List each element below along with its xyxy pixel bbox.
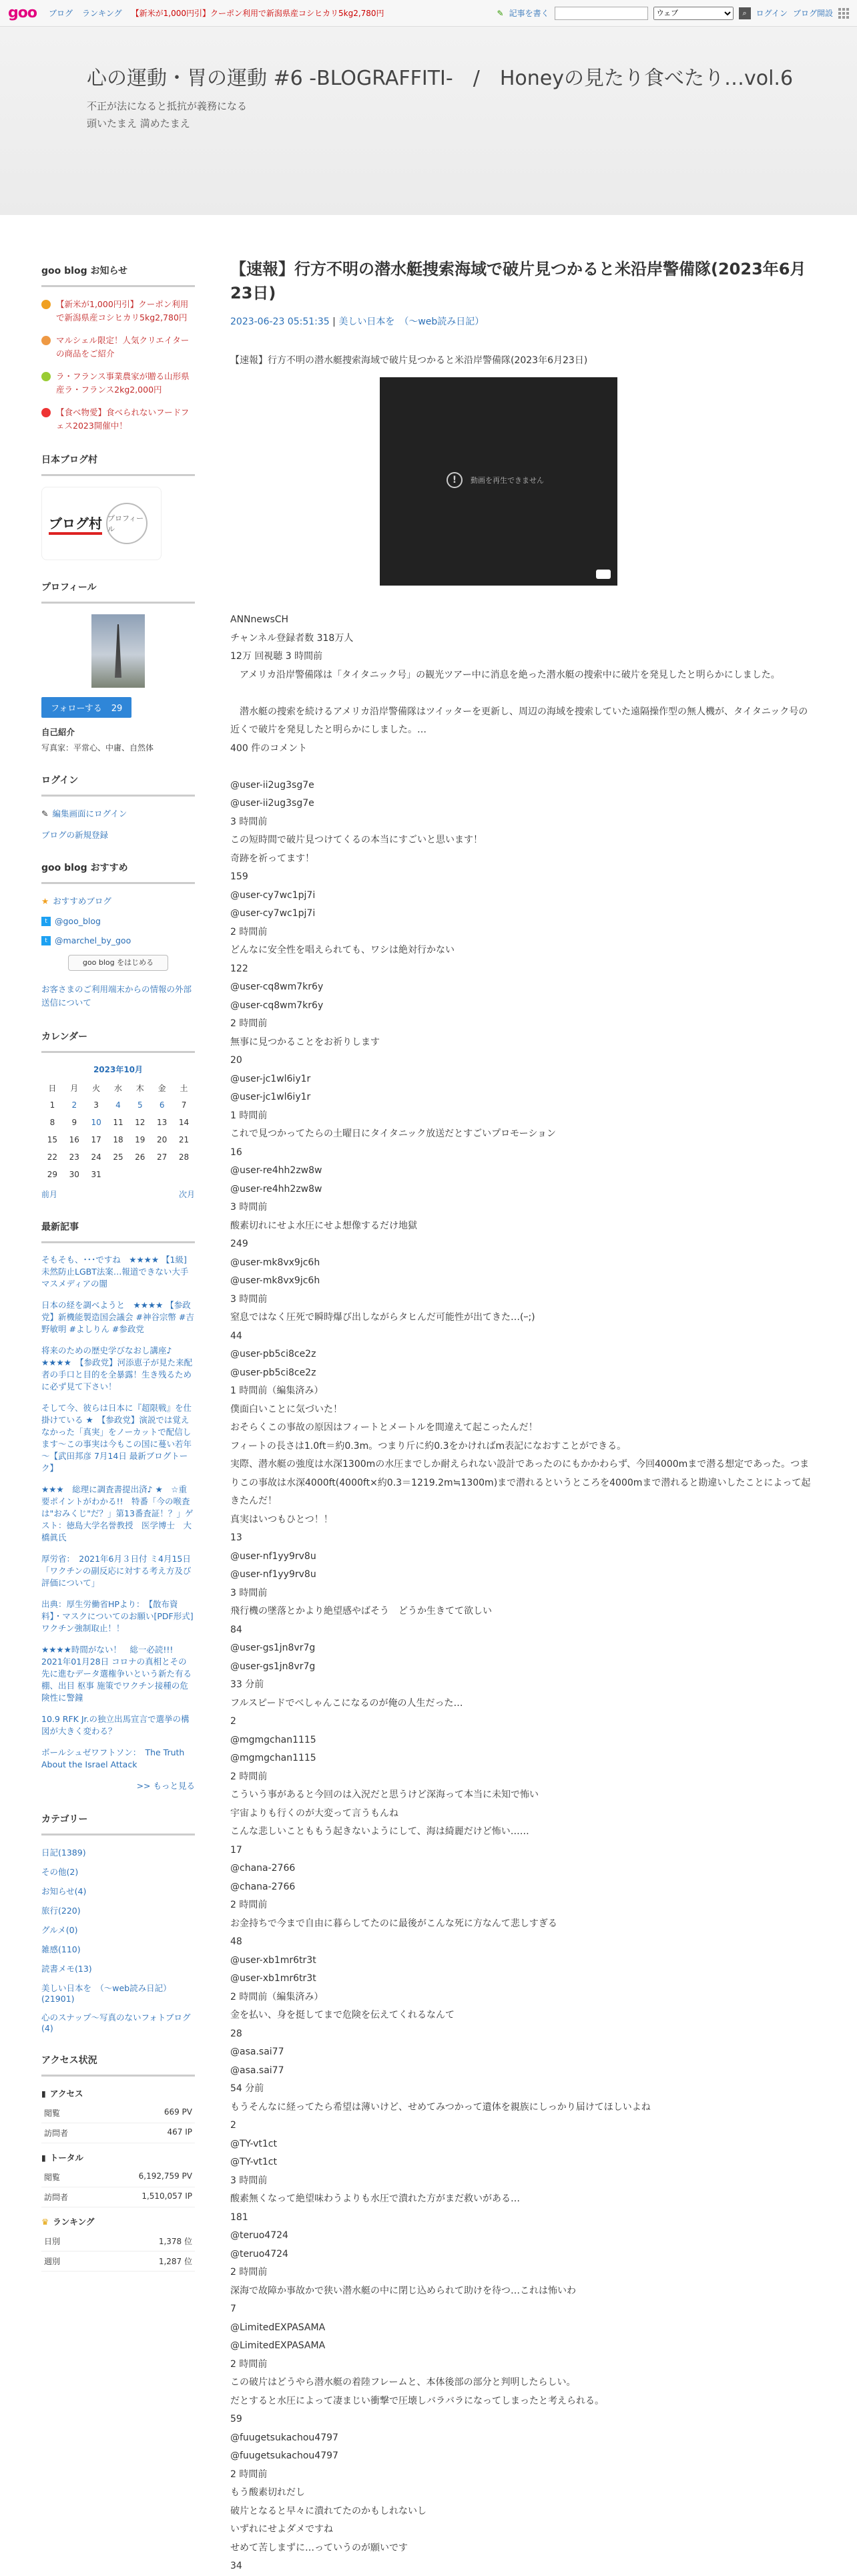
post-line: 122 — [230, 963, 248, 974]
register-link[interactable]: ブログの新規登録 — [41, 830, 109, 840]
calendar-day: 26 — [135, 1152, 146, 1162]
section-title: プロフィール — [41, 580, 195, 604]
section-title: アクセス状況 — [41, 2053, 195, 2077]
post-line: @mgmgchan1115 — [230, 1734, 316, 1745]
recent-posts-section — [41, 1220, 202, 1792]
access-value: 1,287 位 — [158, 2257, 192, 2266]
calendar-day: 13 — [157, 1118, 168, 1127]
post-line: 3 時間前 — [230, 1587, 268, 1598]
post-line: 249 — [230, 1239, 248, 1249]
access-value: 6,192,759 PV — [138, 2171, 192, 2181]
weekday: 金 — [158, 1083, 166, 1093]
post-line: @teruo4724 — [230, 2230, 288, 2241]
access-heading — [41, 2087, 195, 2099]
post-line: チャンネル登録者数 318万人 — [230, 632, 354, 644]
post-line: @LimitedEXPASAMA — [230, 2322, 326, 2333]
access-row — [41, 2231, 195, 2251]
calendar-day: 9 — [71, 1118, 77, 1127]
calendar-day: 7 — [181, 1100, 187, 1110]
calendar-day: 16 — [69, 1135, 79, 1144]
notice-item[interactable] — [41, 334, 195, 361]
post-line: 7 — [230, 2304, 236, 2314]
recent-post-link[interactable]: 厚労省： 2021年6月３日付 ミ4月15日「ワクチンの副反応に対する考え方及び評価について」 — [41, 1554, 192, 1588]
calendar-day: 15 — [47, 1135, 58, 1144]
weekday: 火 — [92, 1083, 101, 1093]
recent-post-link[interactable]: 10.9 RFK Jr.の独立出馬宣言で選挙の構図が大きく変わる？ — [41, 1714, 190, 1736]
post-line: おそらくこの事故の原因はフィートとメートルを間違えて起こったんだ！ — [230, 1422, 538, 1433]
post-line: 16 — [230, 1146, 242, 1158]
access-value: 467 IP — [167, 2127, 192, 2137]
post-line: 12万 回視聴 3 時間前 — [230, 651, 323, 662]
crown-icon: ♛ — [41, 2216, 49, 2227]
category-link[interactable]: 読書メモ(13) — [41, 1964, 92, 1974]
main-content — [230, 257, 814, 2576]
notice-link[interactable]: ラ・フランス事業農家が贈る山形県産ラ・フランス2kg2,000円 — [56, 371, 190, 395]
calendar-day: 11 — [113, 1118, 123, 1127]
recommended-blog-link[interactable]: おすすめブログ — [53, 896, 111, 906]
access-label: 閲覧 — [44, 2173, 61, 2182]
post-line: だとすると水圧によって凄まじい衝撃で圧壊しバラバラになってしまったと考えられる。 — [230, 2395, 604, 2406]
notice-item[interactable] — [41, 298, 195, 325]
calendar-day — [107, 1166, 129, 1183]
notice-item[interactable] — [41, 370, 195, 397]
alert-icon: ! — [447, 472, 463, 488]
post-line: 無事に見つかることをお祈りします — [230, 1036, 380, 1048]
post-line: 2 時間前 — [230, 1018, 268, 1029]
chart-icon: ▮ — [41, 2088, 46, 2099]
marchel-twitter-link[interactable]: @marchel_by_goo — [55, 935, 131, 945]
more-posts-link[interactable] — [41, 1780, 195, 1792]
section-title: ログイン — [41, 773, 195, 797]
category-link[interactable]: 心のスナップ〜写真のないフォトブログ(4) — [41, 2012, 191, 2033]
access-row — [41, 2251, 195, 2272]
post-line: 48 — [230, 1936, 242, 1947]
category-link[interactable]: 旅行(220) — [41, 1906, 81, 1916]
access-row — [41, 2123, 195, 2143]
weekday: 木 — [135, 1083, 144, 1093]
post-line: 2 時間前 — [230, 926, 268, 937]
calendar — [41, 1064, 195, 1200]
post-line: 2 時間前 — [230, 1771, 268, 1782]
external-transmission-link[interactable]: お客さまのご利用端末からの情報の外部送信について — [41, 984, 192, 1008]
notice-link[interactable]: 【食べ物愛】食べられないフードフェス2023開催中！ — [56, 407, 190, 431]
twitter-row — [41, 916, 195, 926]
post-line: お金持ちで今まで自由に暮らしてたのに最後がこんな死に方なんて悲しすぎる — [230, 1918, 557, 1929]
recent-post-link[interactable]: 日本の経を調べようと ★★★★ 【参政党】新機能製造国会議会 #神谷宗幣 #吉野敏明 #よしりん #参政党 — [41, 1300, 194, 1334]
calendar-day: 30 — [69, 1170, 79, 1179]
post-line: 真実はいつもひとつ！！ — [230, 1514, 333, 1525]
post-line: 1 時間前 — [230, 1110, 268, 1121]
post-line: 金を払い、身を挺してまで危険を伝えてくれるなんて — [230, 2010, 455, 2020]
post-line: @user-ii2ug3sg7e — [230, 779, 314, 791]
profile-section — [41, 580, 195, 753]
post-line: 潜水艇の捜索を続けるアメリカ沿岸警備隊はツイッターを更新し、周辺の海域を捜索していた遠隔操作型の無人機が、タイタニック号の近くで破片を発見したと明らかにしました。… — [230, 706, 808, 735]
post-line: 3 時間前 — [230, 2175, 268, 2186]
category-link[interactable]: グルメ(0) — [41, 1925, 78, 1935]
access-section — [41, 2053, 195, 2272]
calendar-day: 18 — [113, 1135, 123, 1144]
post-line: @fuugetsukachou4797 — [230, 2450, 338, 2461]
calendar-day — [151, 1166, 173, 1183]
access-label: 日別 — [44, 2237, 61, 2246]
calendar-day: 27 — [157, 1152, 168, 1162]
intro-text: 写真家：平常心、中庸、自然体 — [41, 743, 154, 753]
blog-header — [0, 27, 857, 215]
post-line: 159 — [230, 871, 248, 882]
post-line: アメリカ沿岸警備隊は「タイタニック号」の観光ツアー中に消息を絶った潜水艇の捜索中に破片を発見したと明らかにしました。 — [230, 669, 780, 680]
ranking-link[interactable]: ランキング — [82, 9, 122, 18]
post-line: この破片はどうやら潜水艇の着陸フレームと、本体後部の部分と判明したらしい。 — [230, 2377, 576, 2388]
post-line: @user-xb1mr6tr3t — [230, 1954, 316, 1966]
post-line: 400 件のコメント — [230, 742, 308, 754]
calendar-day: 24 — [91, 1152, 101, 1162]
chart-icon: ▮ — [41, 2152, 46, 2163]
calendar-week — [41, 1096, 195, 1114]
apps-grid-icon[interactable] — [838, 8, 849, 19]
calendar-day — [173, 1166, 195, 1183]
post-meta — [230, 314, 814, 328]
post-line: 酸素切れにせよ水圧にせよ想像するだけ地獄 — [230, 1220, 417, 1231]
category-section — [41, 1812, 195, 2033]
post-line: @user-gs1jn8vr7g — [230, 1643, 316, 1653]
post-title[interactable]: 【速報】行方不明の潜水艇捜索海域で破片見つかると米沿岸警備隊(2023年6月23日) — [230, 260, 806, 302]
access-label: 閲覧 — [44, 2109, 61, 2118]
post-category-link[interactable]: 美しい日本を （〜web読み日記） — [338, 316, 485, 327]
post-line: 3 時間前 — [230, 1293, 268, 1305]
post-line: @chana-2766 — [230, 1863, 296, 1874]
post-line: 2 時間前 — [230, 1900, 268, 1910]
post-line: @user-gs1jn8vr7g — [230, 1661, 316, 1672]
desc-line: 頭いたまえ 満めたまえ — [87, 118, 190, 130]
calendar-day-link[interactable]: 6 — [159, 1100, 165, 1110]
post-line — [230, 758, 814, 777]
post-line: @TY-vt1ct — [230, 2138, 277, 2149]
total-heading — [41, 2151, 195, 2163]
post-line: @user-nf1yy9rv8u — [230, 1550, 316, 1562]
access-row — [41, 2103, 195, 2123]
calendar-week — [41, 1114, 195, 1131]
post-line: @user-jc1wl6iy1r — [230, 1092, 311, 1102]
post-line: ANNnewsCH — [230, 614, 289, 625]
access-value: 669 PV — [164, 2107, 192, 2117]
section-title: goo blog お知らせ — [41, 264, 195, 287]
access-label: 訪問者 — [44, 2129, 69, 2138]
intro-heading: 自己紹介 — [41, 727, 75, 737]
goo-logo[interactable]: goo — [8, 5, 37, 21]
weekday: 月 — [70, 1083, 79, 1093]
post-line: @teruo4724 — [230, 2248, 288, 2260]
ranking-heading — [41, 2215, 195, 2227]
notice-link[interactable]: マルシェル限定！人気クリエイターの商品をご紹介 — [56, 335, 190, 359]
edit-login-row — [41, 807, 195, 819]
youtube-icon[interactable] — [596, 570, 611, 579]
post-line: @TY-vt1ct — [230, 2157, 277, 2167]
search-scope-select[interactable] — [653, 7, 734, 20]
meta-separator: | — [329, 316, 339, 327]
calendar-day-link[interactable]: 10 — [91, 1118, 101, 1127]
post-line: @user-jc1wl6iy1r — [230, 1073, 311, 1084]
calendar-day-link[interactable]: 4 — [115, 1100, 121, 1110]
category-link[interactable]: お知らせ(4) — [41, 1886, 87, 1896]
calendar-day-link[interactable]: 2 — [71, 1100, 77, 1110]
post-line: こんな悲しいことももう起きないようにして、海は綺麗だけど怖い…… — [230, 1826, 529, 1837]
recent-post-link[interactable]: ★★★ 総理に調査書提出済♪ ★ ☆重要ポイントがわかる!! 特番「今の喉査は"おみくじ"だ？」第13番査証！？」ゲスト：徳島大学名誉教授 医学博士 大橋眞氏 — [41, 1484, 194, 1542]
post-line: 13 — [230, 1532, 242, 1543]
video-error-text: 動画を再生できません — [471, 476, 544, 485]
post-line: @user-cq8wm7kr6y — [230, 1000, 324, 1011]
embedded-video[interactable] — [380, 377, 617, 586]
search-input[interactable] — [555, 7, 648, 20]
video-error — [447, 472, 544, 488]
post-line: @user-pb5ci8ce2z — [230, 1367, 316, 1378]
post-line: 59 — [230, 2414, 242, 2424]
post-line: 2 時間前 — [230, 2267, 268, 2278]
access-value: 1,378 位 — [158, 2237, 192, 2246]
post-line: フルスピードでべしゃんこになるのが俺の人生だった… — [230, 1697, 463, 1709]
weekday: 土 — [180, 1083, 188, 1093]
calendar-nav — [41, 1189, 195, 1200]
calendar-day: 1 — [49, 1100, 55, 1110]
post-body — [230, 611, 814, 2576]
more-label: もっと見る — [153, 1781, 195, 1791]
post-line: 84 — [230, 1624, 242, 1635]
post-line: こういう事があると今回のは入況だと思うけど深海って本当に未知で怖い — [230, 1789, 539, 1800]
total-heading-label: トータル — [49, 2153, 83, 2163]
post-line: @mgmgchan1115 — [230, 1753, 316, 1763]
post-line: 3 時間前 — [230, 816, 268, 827]
post-line: 33 分前 — [230, 1679, 264, 1690]
category-link[interactable]: 美しい日本を （〜web読み日記）(21901) — [41, 1983, 172, 2004]
recommend-section — [41, 861, 195, 1010]
category-link[interactable]: 雑感(110) — [41, 1944, 81, 1954]
post-line: @user-xb1mr6tr3t — [230, 1973, 316, 1984]
post-line: 54 分前 — [230, 2083, 264, 2094]
post-line: @user-re4hh2zw8w — [230, 1165, 322, 1176]
post-line: 奇跡を祈ってます！ — [230, 853, 314, 864]
post-line: 2 — [230, 2120, 236, 2131]
post-line: フィートの長さは1.0ft＝約0.3m。つまり斤に約0.3をかければm表記になおすことができる。 — [230, 1440, 627, 1452]
post-line: 飛行機の墜落とかより絶望感やばそう どうか生きてて欲しい — [230, 1606, 492, 1617]
post-line: 17 — [230, 1844, 242, 1856]
post-line: 3 時間前 — [230, 1202, 268, 1213]
post-line: 実際、潜水艇の強度は水深1300mの水圧までしか耐えられない設計であったのにもかかわらず、今回4000mまで潜る想定であった。つまりこの事故は水深4000ft(4000ft×約0.3＝1219.2m≒1300m)まで潜れるというところを4000mまで潜れると勘違いしたことによって起きたんだ！ — [230, 1459, 811, 1506]
post-line: もうそんなに経ってたら希望は薄いけど、せめてみつかって遺体を親族にしっかり届けてほしいよね — [230, 2101, 651, 2113]
post-line: @user-ii2ug3sg7e — [230, 798, 314, 809]
post-line: 僕面白いことに気づいた！ — [230, 1404, 342, 1415]
post-line: @user-re4hh2zw8w — [230, 1183, 322, 1195]
gift-icon — [41, 336, 51, 345]
search-button[interactable]: ⌕ — [739, 7, 751, 19]
post-line: 28 — [230, 2028, 242, 2039]
profile-avatar[interactable] — [91, 614, 145, 688]
post-line: @user-cy7wc1pj7i — [230, 889, 316, 901]
write-post-link[interactable]: 記事を書く — [509, 9, 549, 18]
desc-line: 不正が法になると抵抗が義務になる — [87, 100, 248, 112]
post-line: 2 時間前 — [230, 2468, 268, 2480]
blog-link[interactable]: ブログ — [48, 9, 73, 18]
food-icon — [41, 408, 51, 417]
rec-row — [41, 895, 195, 907]
section-title: 最新記事 — [41, 1220, 195, 1243]
blog-start-link[interactable]: ブログ開設 — [792, 9, 833, 18]
edit-login-link[interactable]: 編集画面にログイン — [52, 809, 127, 819]
blog-title[interactable]: 心の運動・胃の運動 #6 -BLOGRAFFITI- / Honeyの見たり食べたり…vol.6 — [87, 67, 794, 90]
post-line: @user-mk8vx9jc6h — [230, 1257, 320, 1268]
post-line: せめて苦しまずに…っていうのが願いです — [230, 2542, 408, 2553]
top-bar-right — [497, 7, 850, 20]
calendar-day: 23 — [69, 1152, 79, 1162]
post-line — [230, 684, 814, 703]
news-link[interactable]: 【新米が1,000円引】クーポン利用で新潟県産コシヒカリ5kg2,780円 — [131, 9, 384, 18]
calendar-day: 29 — [47, 1170, 58, 1179]
login-section — [41, 773, 195, 841]
category-link[interactable]: その他(2) — [41, 1867, 79, 1877]
register-row — [41, 829, 195, 841]
calendar-day: 28 — [178, 1152, 190, 1162]
post-line: これで見つかってたらの土曜日にタイタニック放送だとすごいプロモーション — [230, 1128, 557, 1139]
post-line: どんなに安全性を唱えられても、ワシは絶対行かない — [230, 945, 455, 955]
access-label: 週別 — [44, 2257, 61, 2266]
calendar-day-link[interactable]: 5 — [137, 1100, 143, 1110]
post-line: @user-mk8vx9jc6h — [230, 1275, 320, 1286]
calendar-day: 31 — [91, 1170, 101, 1179]
calendar-day: 21 — [178, 1135, 190, 1144]
notice-item[interactable] — [41, 406, 195, 433]
recent-post-link[interactable]: 出典：厚生労働省HPより： 【散布資料】・マスクについてのお願い[PDF形式] ワクチン強制取止！！ — [41, 1599, 202, 1633]
post-line: 44 — [230, 1330, 242, 1341]
post-line: @chana-2766 — [230, 1881, 296, 1892]
pear-icon — [41, 372, 51, 381]
village-profile-badge: プロフィール — [106, 503, 148, 544]
coupon-icon — [41, 300, 51, 309]
post-line: 窒息ではなく圧死で瞬時爆び出しながらタヒんだ可能性が出てきた…(ｰ;) — [230, 1312, 535, 1323]
notice-link[interactable]: 【新米が1,000円引】クーポン利用で新潟県産コシヒカリ5kg2,780円 — [56, 299, 189, 323]
post-lead: 【速報】行方不明の潜水艇捜索海域で破片見つかると米沿岸警備隊(2023年6月23日) — [230, 355, 588, 366]
post-line: 深海で故障か事故かで狭い潜水艇の中に閉じ込められて助けを待つ…これは怖いわ — [230, 2285, 576, 2296]
calendar-day: 25 — [113, 1152, 123, 1162]
start-blog-button[interactable]: goo blog をはじめる — [68, 955, 168, 971]
access-label: 訪問者 — [44, 2193, 69, 2202]
calendar-day: 8 — [49, 1118, 55, 1127]
recent-post-link[interactable]: 将来のための歴史学びなおし講座♪ ★★★★ 【参政党】河添恵子が見た来配者の手口と目的を全暴露！生き残るために必ず見て下さい！ — [41, 1345, 193, 1391]
blog-village-banner[interactable] — [41, 487, 162, 560]
calendar-day: 3 — [93, 1100, 99, 1110]
calendar-week — [41, 1148, 195, 1166]
section-title: カレンダー — [41, 1030, 195, 1053]
post-line: もう酸素切れだし — [230, 2487, 305, 2498]
post-line: 2 時間前 — [230, 2358, 268, 2370]
calendar-header-row — [41, 1079, 195, 1096]
post-line: @LimitedEXPASAMA — [230, 2340, 326, 2351]
calendar-day — [129, 1166, 151, 1183]
post-line: 181 — [230, 2211, 248, 2223]
twitter-icon: t — [41, 936, 51, 945]
calendar-day: 19 — [135, 1135, 146, 1144]
post-line: 34 — [230, 2561, 242, 2571]
calendar-week — [41, 1166, 195, 1183]
post-line: 20 — [230, 1055, 242, 1066]
access-row — [41, 2187, 195, 2207]
section-title: goo blog おすすめ — [41, 861, 195, 884]
twitter-icon: t — [41, 917, 51, 926]
calendar-day: 22 — [47, 1152, 58, 1162]
post-date[interactable]: 2023-06-23 05:51:35 — [230, 316, 330, 327]
top-bar — [0, 0, 857, 27]
post-line: @asa.sai77 — [230, 2047, 284, 2057]
calendar-month[interactable]: 2023年10月 — [93, 1065, 144, 1074]
calendar-day: 17 — [91, 1135, 101, 1144]
blog-description — [87, 97, 247, 132]
recent-post-link[interactable]: そして今、彼らは日本に『超限戦』を仕掛けている ★ 【参政党】演説では覚えなかった「真実」をノーカットで配信します～この事実は今もこの国に蔓い若年～【武田邦彦 7月14日 最新ブログトーク】 — [41, 1403, 192, 1473]
prev-month-link[interactable]: 前月 — [41, 1190, 58, 1199]
sidebar — [41, 264, 202, 2292]
goo-blog-twitter-link[interactable]: @goo_blog — [55, 916, 101, 926]
post-line: @user-cq8wm7kr6y — [230, 982, 324, 992]
follow-label: フォローする — [51, 704, 102, 714]
access-value: 1,510,057 IP — [141, 2191, 192, 2201]
recent-post-link[interactable]: ボールシュゼワフトソン： The Truth About the Israel Attack — [41, 1747, 185, 1769]
recent-post-link[interactable]: ★★★★時間がない！ 総一必読!!! 2021年01月28日 コロナの真相とその先に進むデータ選権争いという新た有る棚、出目 枢事 施策でワクチン接種の危険性に警鐘 — [41, 1645, 192, 1703]
pencil-icon: ✎ — [41, 808, 49, 819]
post-line: @user-pb5ci8ce2z — [230, 1349, 316, 1359]
calendar-day: 12 — [135, 1118, 146, 1127]
village-section — [41, 453, 195, 560]
follow-count: 29 — [111, 704, 123, 714]
follow-button[interactable] — [41, 697, 131, 718]
post-line: 1 時間前（編集済み） — [230, 1385, 324, 1396]
calendar-section — [41, 1030, 195, 1200]
post-line: @asa.sai77 — [230, 2065, 284, 2076]
next-month-link[interactable]: 次月 — [178, 1190, 195, 1199]
post-line: この短時間で破片見つけてくるの本当にすごいと思います！ — [230, 835, 483, 845]
pencil-icon: ✎ — [497, 8, 504, 18]
post-line: いずれにせよダメですね — [230, 2524, 333, 2535]
weekday: 日 — [48, 1083, 57, 1093]
twitter-row — [41, 935, 195, 945]
access-row — [41, 2167, 195, 2187]
login-link[interactable]: ログイン — [756, 9, 788, 18]
notice-section — [41, 264, 195, 433]
access-heading-label: アクセス — [49, 2089, 83, 2099]
section-title: カテゴリー — [41, 1812, 195, 1836]
category-link[interactable]: 日記(1389) — [41, 1848, 86, 1858]
post-line: @fuugetsukachou4797 — [230, 2432, 338, 2443]
post-line: 2 時間前（編集済み） — [230, 1991, 324, 2002]
calendar-week — [41, 1131, 195, 1148]
star-icon: ★ — [41, 895, 49, 906]
post-line: 酸素無くなって絶望味わうよりも水圧で潰れた方がまだ救いがある… — [230, 2193, 520, 2204]
arrow-icon: >> — [136, 1781, 154, 1791]
calendar-day: 14 — [178, 1118, 190, 1127]
post-line: 破片となると早々に潰れてたのかもしれないし — [230, 2505, 426, 2517]
section-title: 日本ブログ村 — [41, 453, 195, 476]
weekday: 水 — [113, 1083, 122, 1093]
village-logo: ブログ村 — [49, 513, 102, 535]
calendar-day: 20 — [157, 1135, 168, 1144]
post-line: 宇宙よりも行くのが大変って言うもんね — [230, 1807, 398, 1819]
post-line: 2 — [230, 1716, 236, 1727]
ranking-heading-label: ランキング — [53, 2217, 95, 2227]
recent-post-link[interactable]: そもそも、･･･ですね ★★★★ 【1級]未然防止LGBT法案…報道できない大手マスメディアの闇 — [41, 1255, 189, 1289]
post-line: @user-nf1yy9rv8u — [230, 1569, 316, 1580]
post-line: @user-cy7wc1pj7i — [230, 908, 316, 919]
